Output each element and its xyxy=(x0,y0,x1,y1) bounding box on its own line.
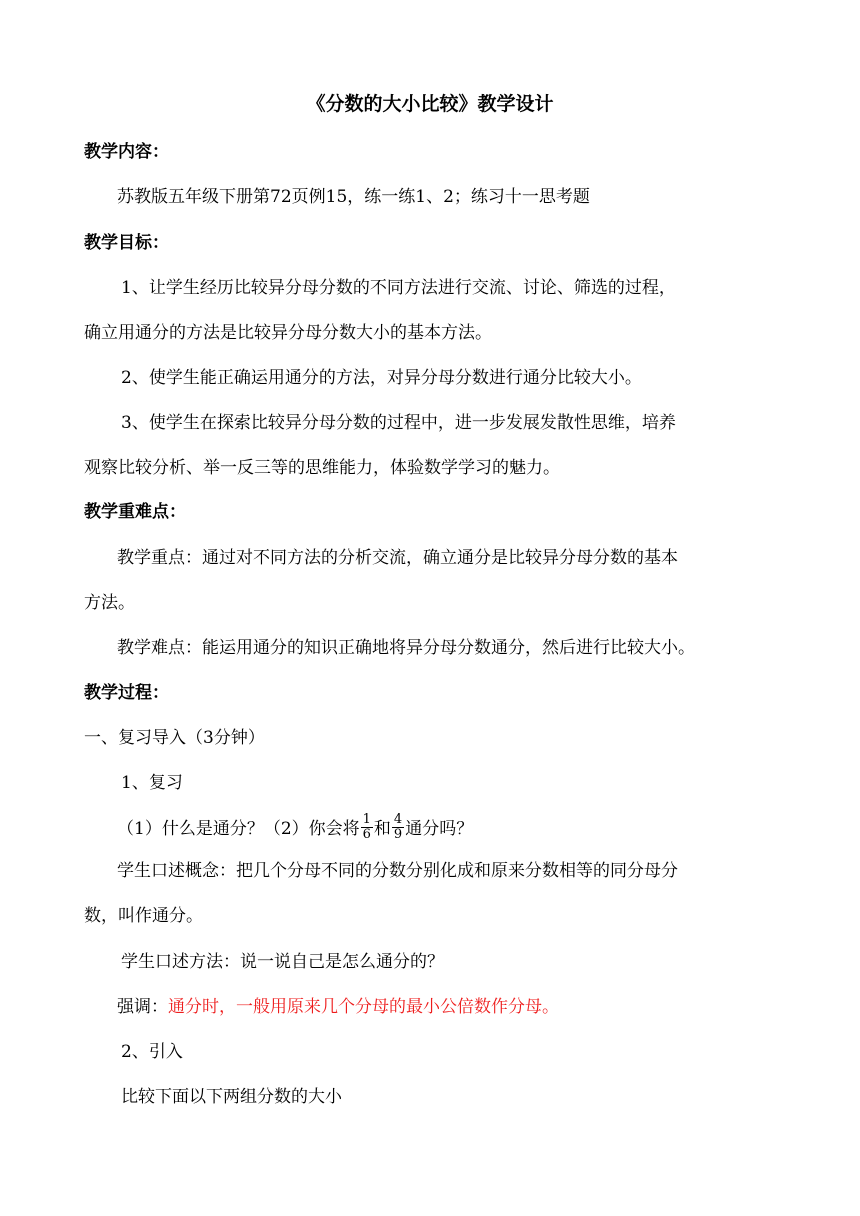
fraction-numerator: 4 xyxy=(393,812,403,827)
fraction-denominator: 6 xyxy=(362,827,371,842)
question-conjunction: 和 xyxy=(373,819,391,839)
difficulty-point: 教学难点：能运用通分的知识正确地将异分母分数通分，然后进行比较大小。 xyxy=(117,638,695,658)
emphasis-label: 强调： xyxy=(117,997,168,1017)
review-question xyxy=(117,812,474,844)
teaching-goals-heading: 教学目标： xyxy=(84,233,169,253)
emphasis-line xyxy=(117,995,559,1019)
teaching-process-heading: 教学过程： xyxy=(84,683,169,703)
method-text: 学生口述方法：说一说自己是怎么通分的？ xyxy=(121,952,444,972)
question-part-1: （1）什么是通分？（2）你会将 xyxy=(117,819,360,839)
teaching-content-text: 苏教版五年级下册第72页例15，练一练1、2；练习十一思考题 xyxy=(117,187,590,207)
key-point-line-1: 教学重点：通过对不同方法的分析交流，确立通分是比较异分母分数的基本 xyxy=(117,548,678,568)
compare-text: 比较下面以下两组分数的大小 xyxy=(121,1087,342,1107)
goal-1-line-1: 1、让学生经历比较异分母分数的不同方法进行交流、讨论、筛选的过程， xyxy=(121,278,676,298)
fraction-four-ninths xyxy=(392,813,404,842)
fraction-denominator: 9 xyxy=(393,827,403,842)
concept-line-1: 学生口述概念：把几个分母不同的分数分别化成和原来分数相等的同分母分 xyxy=(117,861,678,881)
goal-1-line-2: 确立用通分的方法是比较异分母分数大小的基本方法。 xyxy=(84,323,492,343)
section-1-title: 一、复习导入（3分钟） xyxy=(84,728,265,748)
key-point-line-2: 方法。 xyxy=(84,593,135,613)
teaching-content-heading: 教学内容： xyxy=(84,142,169,162)
goal-2: 2、使学生能正确运用通分的方法，对异分母分数进行通分比较大小。 xyxy=(121,368,642,388)
goal-3-line-2: 观察比较分析、举一反三等的思维能力，体验数学学习的魅力。 xyxy=(84,458,560,478)
fraction-one-sixth xyxy=(361,813,373,842)
fraction-numerator: 1 xyxy=(362,812,371,827)
key-difficult-points-heading: 教学重难点： xyxy=(84,502,186,522)
question-part-2: 通分吗？ xyxy=(405,819,474,839)
emphasis-text: 通分时，一般用原来几个分母的最小公倍数作分母。 xyxy=(168,997,559,1017)
intro-label: 2、引入 xyxy=(121,1042,183,1062)
review-label: 1、复习 xyxy=(121,773,183,793)
document-title: 《分数的大小比较》教学设计 xyxy=(306,93,554,115)
concept-line-2: 数，叫作通分。 xyxy=(84,906,203,926)
goal-3-line-1: 3、使学生在探索比较异分母分数的过程中，进一步发展发散性思维，培养 xyxy=(121,413,676,433)
